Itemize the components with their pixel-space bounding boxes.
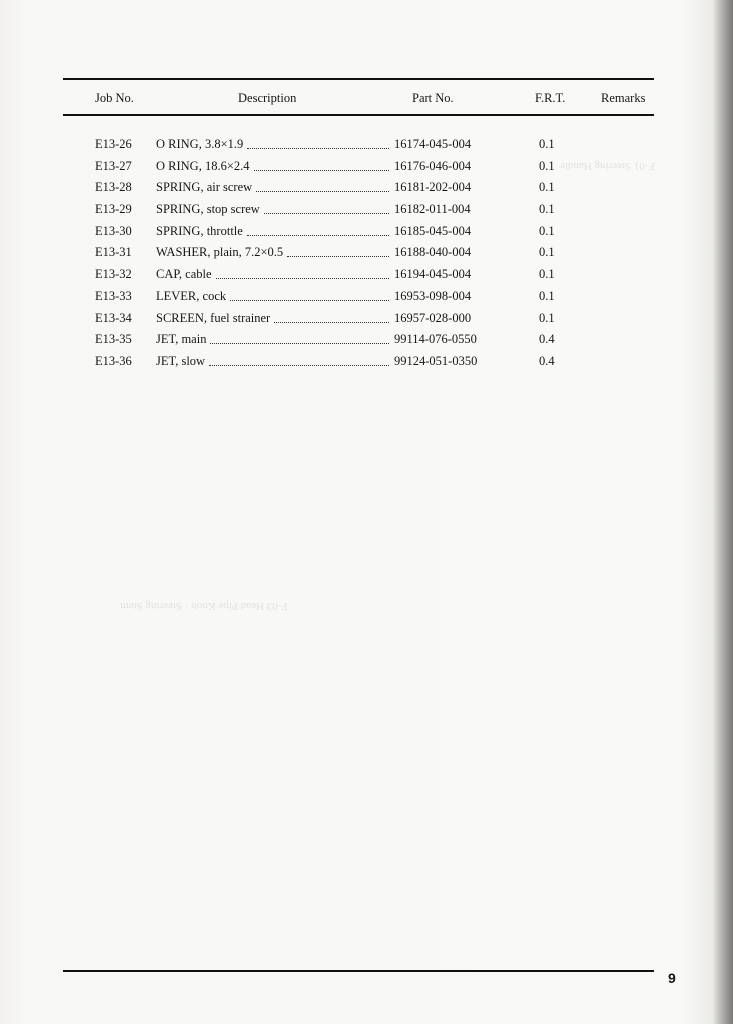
- dot-leader: [216, 277, 389, 279]
- part-number: 16176-046-004: [394, 158, 472, 173]
- job-number: E13-36: [95, 353, 132, 368]
- description-cell: [156, 244, 392, 260]
- part-number: 99124-051-0350: [394, 353, 478, 368]
- frt-value: 0.1: [539, 223, 555, 238]
- description-text: SPRING, air screw: [156, 180, 253, 195]
- description-text: SCREEN, fuel strainer: [156, 310, 271, 325]
- description-text: O RING, 18.6×2.4: [156, 158, 250, 173]
- frt-value: 0.4: [539, 332, 555, 347]
- frt-value: 0.1: [539, 310, 555, 325]
- header-rule: [63, 114, 654, 116]
- dot-leader: [254, 169, 389, 171]
- job-number: E13-26: [95, 137, 132, 151]
- description-text: LEVER, cock: [156, 288, 227, 303]
- dot-leader: [247, 147, 389, 149]
- description-cell: [156, 158, 392, 174]
- table-row: [0, 158, 733, 180]
- column-header-frt: F.R.T.: [535, 91, 566, 105]
- dot-leader: [287, 255, 389, 257]
- part-number: 16185-045-004: [394, 223, 472, 238]
- job-number: E13-35: [95, 332, 132, 347]
- description-cell: [156, 179, 392, 195]
- description-text: SPRING, stop screw: [156, 202, 260, 217]
- description-cell: [156, 331, 392, 347]
- dot-leader: [256, 190, 389, 192]
- job-number: E13-32: [95, 267, 132, 282]
- show-through-text: F-01 Steering Handle: [560, 160, 655, 172]
- description-cell: [156, 223, 392, 239]
- dot-leader: [230, 299, 389, 301]
- dot-leader: [209, 364, 389, 366]
- job-number: E13-33: [95, 288, 132, 303]
- frt-value: 0.1: [539, 267, 555, 282]
- table-row: [0, 331, 733, 353]
- description-text: JET, slow: [156, 353, 206, 368]
- dot-leader: [274, 321, 389, 323]
- frt-value: 0.1: [539, 137, 555, 151]
- page-number: 9: [668, 970, 676, 986]
- description-text: O RING, 3.8×1.9: [156, 137, 244, 151]
- description-text: SPRING, throttle: [156, 223, 243, 238]
- top-rule: [63, 78, 654, 80]
- frt-value: 0.1: [539, 288, 555, 303]
- job-number: E13-29: [95, 202, 132, 217]
- column-header-description: Description: [238, 91, 297, 105]
- frt-value: 0.1: [539, 245, 555, 260]
- dot-leader: [210, 342, 389, 344]
- table-row: [0, 288, 733, 310]
- frt-value: 0.1: [539, 202, 555, 217]
- part-number: 16953-098-004: [394, 288, 472, 303]
- table-row: [0, 353, 733, 375]
- job-number: E13-31: [95, 245, 132, 260]
- table-row: [0, 266, 733, 288]
- description-cell: [156, 136, 392, 152]
- description-cell: [156, 310, 392, 326]
- column-header-part-no: Part No.: [412, 91, 454, 105]
- dot-leader: [264, 212, 389, 214]
- job-number: E13-34: [95, 310, 132, 325]
- part-number: 16174-045-004: [394, 137, 472, 151]
- part-number: 99114-076-0550: [394, 332, 477, 347]
- table-row: [0, 136, 733, 158]
- dot-leader: [247, 234, 389, 236]
- description-cell: [156, 266, 392, 282]
- description-cell: [156, 201, 392, 217]
- description-cell: [156, 288, 392, 304]
- job-number: E13-28: [95, 180, 132, 195]
- part-number: 16194-045-004: [394, 267, 472, 282]
- part-number: 16182-011-004: [394, 202, 471, 217]
- show-through-text: F-03 Head Pipe Knob · Steering Stem: [120, 600, 288, 612]
- column-header-job-no: Job No.: [95, 91, 134, 105]
- frt-value: 0.1: [539, 180, 555, 195]
- job-number: E13-30: [95, 223, 132, 238]
- part-number: 16181-202-004: [394, 180, 472, 195]
- frt-value: 0.4: [539, 353, 555, 368]
- part-number: 16957-028-000: [394, 310, 472, 325]
- table-row: [0, 310, 733, 332]
- job-number: E13-27: [95, 158, 132, 173]
- description-text: WASHER, plain, 7.2×0.5: [156, 245, 284, 260]
- frt-value: 0.1: [539, 158, 555, 173]
- table-row: [0, 244, 733, 266]
- column-header-remarks: Remarks: [601, 91, 646, 105]
- table-row: [0, 201, 733, 223]
- description-text: JET, main: [156, 332, 207, 347]
- part-number: 16188-040-004: [394, 245, 472, 260]
- description-text: CAP, cable: [156, 267, 212, 282]
- table-row: [0, 179, 733, 201]
- description-cell: [156, 353, 392, 369]
- parts-table: [0, 136, 733, 375]
- table-row: [0, 223, 733, 245]
- bottom-rule: [63, 970, 654, 972]
